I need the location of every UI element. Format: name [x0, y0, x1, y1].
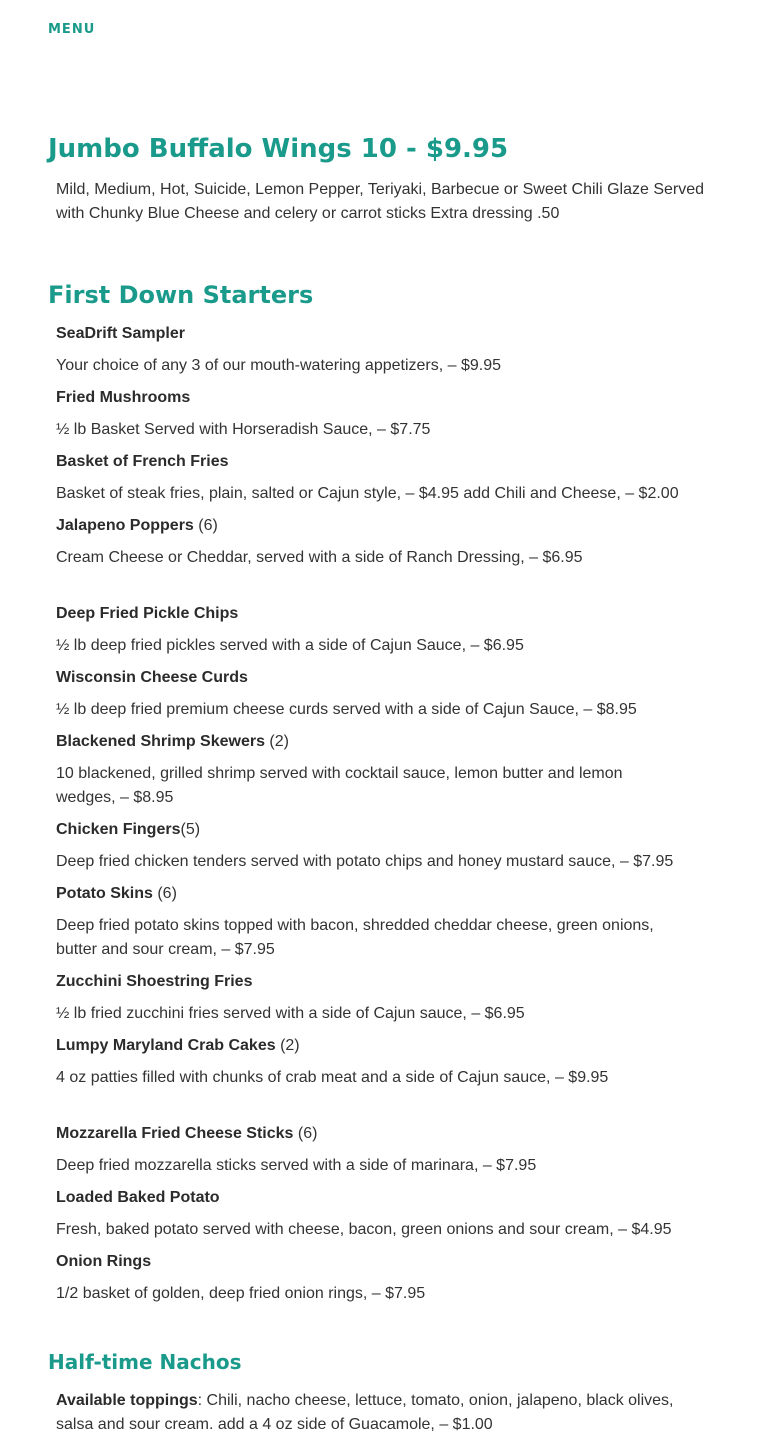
item-title: Basket of French Fries — [56, 453, 229, 470]
item-description: Your choice of any 3 of our mouth-watering appetizers, – $9.95 — [56, 357, 502, 374]
item-name — [56, 386, 726, 410]
item-name — [56, 1034, 726, 1058]
item-name — [56, 322, 726, 346]
item-qty: (6) — [193, 517, 218, 534]
item-description: Fresh, baked potato served with cheese, bacon, green onions and sour cream, – $4.95 — [56, 1221, 672, 1238]
item-title: Blackened Shrimp Skewers — [56, 733, 265, 750]
item-name — [56, 730, 726, 754]
item-title: Chicken Fingers — [56, 821, 181, 838]
wings-heading: Jumbo Buffalo Wings 10 - $9.95 — [48, 134, 509, 164]
item-title: Deep Fried Pickle Chips — [56, 605, 239, 622]
toppings-label: Available toppings — [56, 1392, 198, 1409]
item-name — [56, 514, 726, 538]
item-name — [56, 666, 726, 690]
item-name — [56, 818, 726, 842]
item-description: 1/2 basket of golden, deep fried onion rings, – $7.95 — [56, 1285, 426, 1302]
item-title: Potato Skins — [56, 885, 153, 902]
item-description: Deep fried mozzarella sticks served with a side of marinara, – $7.95 — [56, 1157, 537, 1174]
item-description: 4 oz patties filled with chunks of crab meat and a side of Cajun sauce, – $9.95 — [56, 1069, 609, 1086]
wings-description: Mild, Medium, Hot, Suicide, Lemon Pepper, Teriyaki, Barbecue or Sweet Chili Glaze Served with Chunky Blue Cheese and celery or carrot sticks Extra dressing .50 — [56, 181, 705, 222]
item-description: Deep fried chicken tenders served with potato chips and honey mustard sauce, – $7.95 — [56, 853, 674, 870]
item-description: ½ lb Basket Served with Horseradish Sauce, – $7.75 — [56, 421, 431, 438]
item-qty: (6) — [152, 885, 177, 902]
menu-link[interactable]: MENU — [48, 22, 96, 37]
item-title: SeaDrift Sampler — [56, 325, 185, 342]
nachos-heading: Half-time Nachos — [48, 1350, 242, 1374]
item-name — [56, 450, 726, 474]
item-description: ½ lb deep fried pickles served with a side of Cajun Sauce, – $6.95 — [56, 637, 524, 654]
item-title: Zucchini Shoestring Fries — [56, 973, 253, 990]
item-qty: (6) — [293, 1125, 318, 1142]
item-title: Onion Rings — [56, 1253, 152, 1270]
item-name — [56, 882, 726, 906]
item-title: Fried Mushrooms — [56, 389, 191, 406]
item-qty: (2) — [264, 733, 289, 750]
item-description: Basket of steak fries, plain, salted or Cajun style, – $4.95 add Chili and Cheese, – $2.00 — [56, 485, 679, 502]
item-name — [56, 1122, 726, 1146]
item-title: Wisconsin Cheese Curds — [56, 669, 248, 686]
item-name — [56, 970, 726, 994]
item-title: Jalapeno Poppers — [56, 517, 194, 534]
item-name — [56, 1186, 726, 1210]
item-description: 10 blackened, grilled shrimp served with cocktail sauce, lemon butter and lemon wedges, – $8.95 — [56, 765, 623, 806]
item-title: Loaded Baked Potato — [56, 1189, 220, 1206]
item-title: Lumpy Maryland Crab Cakes — [56, 1037, 276, 1054]
item-description: ½ lb fried zucchini fries served with a side of Cajun sauce, – $6.95 — [56, 1005, 525, 1022]
item-description: Deep fried potato skins topped with bacon, shredded cheddar cheese, green onions, butter and sour cream, – $7.95 — [56, 917, 654, 958]
toppings-text: : Chili, nacho cheese, lettuce, tomato, onion, jalapeno, black olives, salsa and sour cream. add a 4 oz side of Guacamole, – $1.00 — [56, 1392, 674, 1433]
item-name — [56, 602, 726, 626]
item-qty: (2) — [275, 1037, 300, 1054]
item-description: Cream Cheese or Cheddar, served with a side of Ranch Dressing, – $6.95 — [56, 549, 583, 566]
starters-heading: First Down Starters — [48, 281, 314, 309]
item-qty: (5) — [180, 821, 201, 838]
nachos-toppings — [56, 1389, 696, 1437]
item-name — [56, 1250, 726, 1274]
item-title: Mozzarella Fried Cheese Sticks — [56, 1125, 294, 1142]
item-description: ½ lb deep fried premium cheese curds served with a side of Cajun Sauce, – $8.95 — [56, 701, 637, 718]
